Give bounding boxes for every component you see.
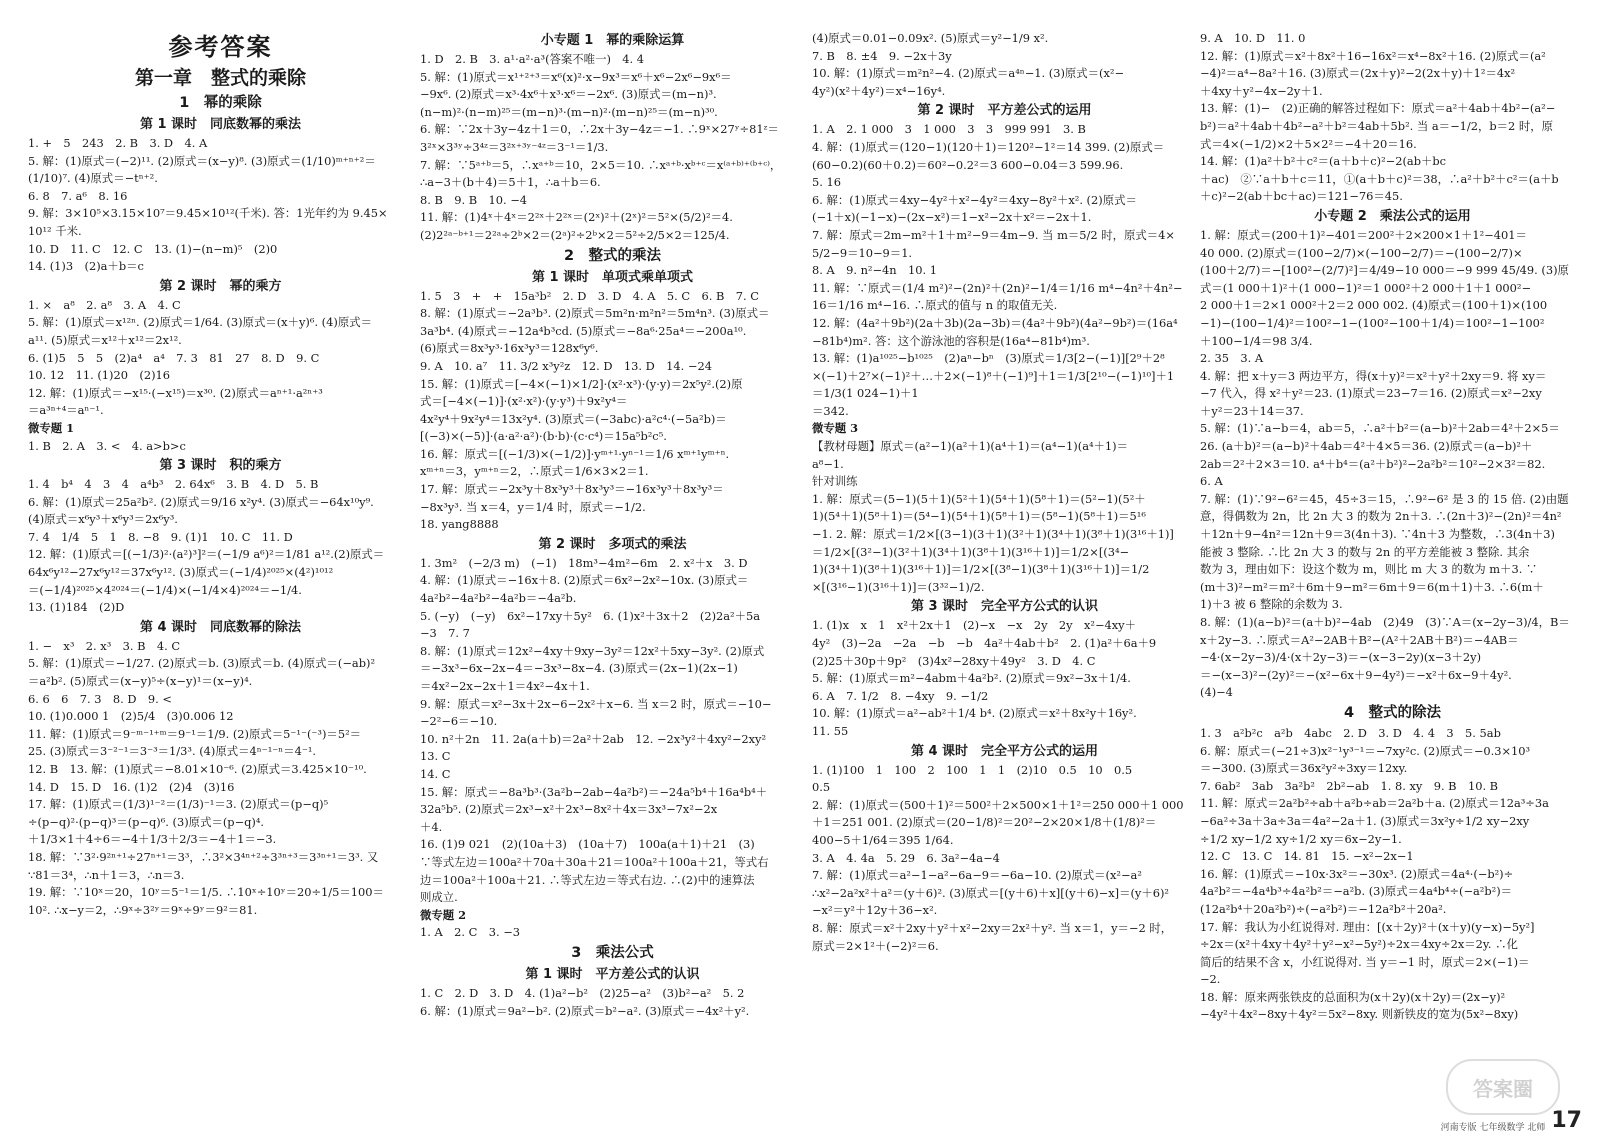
answer-line: 18. 解：原来两张铁皮的总面积为(x＋2y)(x＋2y)＝(2x−y)²	[1200, 989, 1506, 1004]
answer-line: (12a²b⁴＋20a²b²)÷(−a²b²)＝−12a²b²＋20a².	[1200, 901, 1447, 916]
answer-line: 能被 3 整除. ∴比 2n 大 3 的数与 2n 的平方差能被 3 整除. 其余	[1200, 544, 1530, 559]
answer-line: 10. 解：(1)原式＝a²−ab²＋1/4 b⁴. (2)原式＝x²＋8x²y＋16y².	[812, 706, 1137, 721]
answer-line: 14. D 15. D 16. (1)2 (2)4 (3)16	[28, 779, 235, 794]
answer-line: 边＝100a²＋100a＋21. ∴等式左边＝等式右边. ∴(2)中的速算法	[420, 872, 755, 887]
answer-line: 11. 55	[812, 723, 849, 738]
answer-line: 12. 解：(4a²＋9b²)(2a＋3b)(2a−3b)＝(4a²＋9b²)(4a²−9b²)＝(16a⁴	[812, 315, 1178, 330]
micro-topic-1-answers: 1. B 2. A 3. < 4. a>b>c	[28, 438, 186, 453]
answer-line: 6. 解：(1)原式＝4xy−4y²＋x²−4y²＝4xy−8y²＋x². (2)原式＝	[812, 192, 1137, 207]
answer-line: 3²ˣ×3³ʸ÷3⁴ᶻ＝3²ˣ⁺³ʸ⁻⁴ᶻ＝3⁻¹＝1/3.	[420, 139, 609, 154]
answer-line: 18. yang8888	[420, 517, 499, 532]
answer-line: 则成立.	[420, 890, 458, 905]
answer-line: 19. 解：∵10ˣ＝20，10ʸ＝5⁻¹＝1/5. ∴10ˣ÷10ʸ＝20÷1/5＝100＝	[28, 885, 384, 900]
answer-line: 10. 解：(1)原式＝m²n²−4. (2)原式＝a⁴ⁿ−1. (3)原式＝(x²−	[812, 66, 1125, 81]
answer-line: ÷1/2 xy−1/2 xy÷1/2 xy＝6x−2y−1.	[1200, 831, 1402, 846]
answer-line: 10. 12 11. (1)20 (2)16	[28, 368, 171, 383]
answer-line: 13. C	[420, 749, 451, 764]
answer-line: 11. 解：(1)4ˣ＋4ˣ＝2²ˣ＋2²ˣ＝(2ˣ)²＋(2ˣ)²＝5²×(5/2)²＝4.	[420, 210, 733, 225]
column-4	[1200, 30, 1585, 1125]
answer-line: (2)25＋30p＋9p² (3)4x²−28xy＋49y² 3. D 4. C	[812, 653, 1096, 668]
answer-block-topic-1	[420, 51, 805, 245]
answer-line: ＝a³ⁿ⁺⁴＝aⁿ⁻¹.	[28, 403, 104, 418]
answer-line: 10². ∴x−y＝2，∴9ˣ÷3²ʸ＝9ˣ÷9ʸ＝9²＝81.	[28, 902, 258, 917]
answer-line: 6. (1)5 5 5 (2)a⁴ a⁴ 7. 3 81 27 8. D 9. C	[28, 350, 320, 365]
answer-line: 5. 解：(1)原式＝x¹⁺²⁺³＝x⁶(x)²·x−9x³＝x⁶＋x⁶−2x⁶−9x⁶＝	[420, 69, 732, 84]
answer-line: 5. 解：(1)原式＝x¹²ⁿ. (2)原式＝1/64. (3)原式＝(x＋y)⁶. (4)原式＝	[28, 315, 372, 330]
answer-line: 式＝(1 000＋1)²＋(1 000−1)²＝1 000²＋2 000＋1＋1 000²−	[1200, 280, 1532, 295]
answer-line: 8. B 9. B 10. −4	[420, 192, 528, 207]
answer-line: a⁸−1.	[812, 456, 844, 471]
answer-block-3-2	[812, 121, 1197, 420]
answer-line: 4. 解：(1)原式＝(120−1)(120＋1)＝120²−1²＝14 399. (2)原式＝	[812, 139, 1165, 154]
answer-line: ＝1/2×[(3²−1)(3²＋1)(3⁴＋1)(3⁸＋1)(3¹⁶＋1)]＝1/2×[(3⁴−	[812, 544, 1130, 559]
answer-line: 16. 解：原式＝[(−1/3)×(−1/2)]·yᵐ⁺¹·yⁿ⁻¹＝1/6 xᵐ⁺¹yᵐ⁺ⁿ.	[420, 446, 730, 461]
answer-line: ＋c)²−2(ab＋bc＋ac)＝121−76＝45.	[1200, 189, 1403, 204]
answer-line: b²)＝a²＋4ab＋4b²−a²＋b²＝4ab＋5b². 当 a＝−1/2，b＝2 时，原	[1200, 118, 1554, 133]
answer-line: 1)＋3 被 6 整除的余数为 3.	[1200, 597, 1343, 612]
answer-line: 12. 解：(1)原式＝[(−1/3)²·(a²)³]²＝(−1/9 a⁶)²＝1/81 a¹².(2)原式＝	[28, 547, 385, 562]
answer-line: 15. 解：原式＝−8a³b³·(3a²b−2ab−4a²b²)＝−24a⁵b⁴＋16a⁴b⁴＋	[420, 784, 768, 799]
micro-topic-1-heading: 微专题 1	[28, 420, 75, 435]
answer-line: −6a²÷3a＋3a÷3a＝4a²−2a＋1. (3)原式＝3x²y÷1/2 xy−2xy	[1200, 813, 1530, 828]
answer-line: 9. 解：原式＝x²−3x＋2x−6−2x²＋x−6. 当 x＝2 时，原式＝−10−	[420, 696, 772, 711]
answer-line: 5/2−9＝10−9＝1.	[812, 245, 913, 260]
lesson-heading-3-2: 第 2 课时 平方差公式的运用	[917, 103, 1092, 119]
answer-line: 6. 解：(1)原式＝25a²b². (2)原式＝9/16 x²y⁴. (3)原式＝−64x¹⁰y⁹.	[28, 494, 374, 509]
answer-line: 14. 解：(1)a²＋b²＋c²＝(a＋b＋c)²−2(ab＋bc	[1200, 154, 1447, 169]
answer-line: 17. 解：我认为小红说得对. 理由：[(x＋2y)²＋(x＋y)(y−x)−5y²]	[1200, 919, 1535, 934]
answer-line: (4)原式＝x⁶y³＋x⁶y³＝2x⁶y³.	[28, 512, 178, 527]
answer-line: 10. n²＋2n 11. 2a(a＋b)＝2a²＋2ab 12. −2x³y²＋4xy²−2xy²	[420, 731, 767, 746]
answer-line: 7. 解：∵5ᵃ⁺ᵇ＝5，∴xᵃ⁺ᵇ＝10，2×5＝10. ∴xᵃ⁺ᵇ·xᵇ⁺ᶜ＝x⁽ᵃ⁺ᵇ⁾⁺⁽ᵇ⁺ᶜ⁾，	[420, 157, 782, 172]
answer-line: 数为 3，理由如下：设这个数为 m，则比 m 大 3 的数为 m＋3. ∵	[1200, 562, 1538, 577]
answer-line: 3. A 4. 4a 5. 29 6. 3a²−4a−4	[812, 850, 1000, 865]
answer-block-1-1	[28, 135, 413, 276]
topic-heading-2: 小专题 2 乘法公式的运用	[1314, 208, 1471, 224]
answer-line: 4y² (3)−2a −2a −b −b 4a²＋4ab＋b² 2. (1)a²＋6a＋9	[812, 636, 1157, 650]
lesson-heading-2-2: 第 2 课时 多项式的乘法	[538, 536, 687, 552]
answer-line: 10¹² 千米.	[28, 223, 82, 238]
answer-line: −2²−6＝−10.	[420, 714, 498, 729]
answer-line: 17. 解：原式＝−2x³y＋8x³y³＋8x³y³＝−16x³y³＋8x³y³＝	[420, 482, 724, 497]
answer-line: ÷(p−q)²·(p−q)³＝(p−q)⁶. (3)原式＝(p−q)⁴.	[28, 814, 265, 829]
answer-line: −7 代入，得 x²＋y²＝23. (1)原式＝23−7＝16. (2)原式＝x²−2xy	[1200, 386, 1542, 401]
answer-line: ∵等式左边＝100a²＋70a＋30a＋21＝100a²＋100a＋21，等式右	[420, 854, 769, 869]
answer-line: 6. 8 7. a⁶ 8. 16	[28, 188, 128, 203]
answer-line: 6. A	[1200, 474, 1223, 489]
answer-line: 12. 解：(1)原式＝−x¹⁵·(−x¹⁵)＝x³⁰. (2)原式＝aⁿ⁺¹·a²ⁿ⁺³	[28, 385, 323, 400]
answer-line: 1. (1)100 1 100 2 100 1 1 (2)10 0.5 10 0.5	[812, 762, 1133, 777]
answer-line: 1. + 5 243 2. B 3. D 4. A	[28, 136, 208, 150]
answer-line: 4y²)(x²＋4y²)＝x⁴−16y⁴.	[812, 83, 946, 98]
answer-line: ＝4x²−2x−2x＋1＝4x²−4x＋1.	[420, 679, 590, 693]
answer-line: 18. 解：∵3²·9²ⁿ⁺¹÷27ⁿ⁺¹＝3³，∴3²×3⁴ⁿ⁺²÷3³ⁿ⁺³＝3³ⁿ⁺¹＝3³. 又	[28, 849, 379, 864]
answer-block-3-1-continued	[812, 30, 1197, 100]
answer-line: 11. 解：(1)原式＝9⁻ᵐ⁻¹⁺ᵐ＝9⁻¹＝1/9. (2)原式＝5⁻¹⁻(⁻³)＝5²＝	[28, 726, 362, 741]
answer-line: 15. 解：(1)原式＝[−4×(−1)×1/2]·(x²·x³)·(y·y)＝2x⁵y².(2)原	[420, 376, 743, 391]
answer-line: 6. 解：(1)原式＝9a²−b². (2)原式＝b²−a². (3)原式＝−4x²＋y².	[420, 1003, 750, 1018]
lesson-heading-3-3: 第 3 课时 完全平方公式的认识	[910, 599, 1099, 615]
answer-line: 原式＝2×1²＋(−2)²＝6.	[812, 938, 939, 953]
answer-line: ×(−1)＋2⁷×(−1)²＋…＋2×(−1)⁸＋(−1)⁹]＋1＝1/3[2¹⁰−(−1)¹⁰]＋1	[812, 368, 1175, 383]
answer-line: −4)²＝a⁴−8a²＋16. (3)原式＝(2x＋y)²−2(2x＋y)＋1²＝4x²	[1200, 66, 1516, 81]
answer-line: 8. 解：(1)原式＝12x²−4xy＋9xy−3y²＝12x²＋5xy−3y². (2)原式	[420, 643, 765, 658]
answer-line: 1)(3⁴＋1)(3⁸＋1)(3¹⁶＋1)]＝1/2×[(3⁸−1)(3⁸＋1)(3¹⁶＋1)]＝1/2	[812, 562, 1150, 577]
answer-line: ＋1/3×1＋4÷6＝−4＋1/3＋2/3＝−4＋1＝−3.	[28, 832, 277, 847]
answer-line: 1)(5⁴＋1)(5⁸＋1)＝(5⁴−1)(5⁴＋1)(5⁸＋1)＝(5⁸−1)(5⁸＋1)＝5¹⁶	[812, 509, 1146, 524]
footer-text: 河南专版 七年级数学 北师	[1440, 1123, 1546, 1133]
answer-line: ＋y²＝23＋14＝37.	[1200, 403, 1304, 418]
answer-block-3-4	[812, 762, 1197, 956]
answer-line: 1. 解：原式＝(200＋1)²−401＝200²＋2×200×1＋1²−401＝	[1200, 227, 1527, 242]
answer-line: 0.5	[812, 780, 831, 795]
answer-line: 4x²y⁴＋9x²y⁴＝13x²y⁴. (3)原式＝(−3abc)·a²c⁴·(−5a²b)＝	[420, 411, 727, 426]
answer-line: 7. B 8. ±4 9. −2x＋3y	[812, 48, 952, 63]
answer-line: 32a⁵b⁵. (2)原式＝2x³−x²＋2x³−8x²＋4x＝3x³−7x²−2x	[420, 802, 718, 817]
answer-line: 12. 解：(1)原式＝x²＋8x²＋16−16x²＝x⁴−8x²＋16. (2)原式＝(a²	[1200, 48, 1546, 63]
answer-block-1-2	[28, 297, 413, 420]
answer-line: 简后的结果不含 x，小红说得对. 当 y＝−1 时，原式＝2×(−1)＝	[1200, 954, 1530, 969]
lesson-heading-3-1: 第 1 课时 平方差公式的认识	[525, 966, 700, 982]
answer-line: 11. 解：∵原式＝(1/4 m²)²−(2n)²＋(2n)²−1/4＝1/16 m⁴−4n²＋4n²−	[812, 280, 1183, 295]
section-heading-2: 2 整式的乘法	[563, 247, 662, 264]
answer-line: 13. (1)184 (2)D	[28, 600, 125, 615]
answer-line: 9. A 10. a⁷ 11. 3/2 x³y²z 12. D 13. D 14. −24	[420, 358, 712, 373]
answer-line: −4y²＋4x²−8xy＋4y²＝5x²−8xy. 则新铁皮的宽为(5x²−8xy)	[1200, 1007, 1519, 1022]
answer-line: (4)−4	[1200, 685, 1233, 700]
lesson-heading-1-1: 第 1 课时 同底数幂的乘法	[139, 117, 302, 132]
answer-line: −x²＝y²＋12y＋36−x².	[812, 903, 938, 918]
answer-line: 4. 解：(1)原式＝−16x＋8. (2)原式＝6x²−2x²−10x. (3)原式＝	[420, 573, 749, 588]
answer-line: 1. × a⁸ 2. a⁸ 3. A 4. C	[28, 297, 181, 312]
answer-line: ÷2x＝(x²＋4xy＋4y²＋y²−x²−5y²)÷2x＝4xy÷2x＝2y. ∴化	[1200, 937, 1518, 952]
answer-line: (2)2²ᵃ⁻ᵇ⁺¹＝2²ᵃ÷2ᵇ×2＝(2ᵃ)²÷2ᵇ×2＝5²÷2/5×2＝125/4.	[420, 227, 730, 242]
answer-block-1-3	[28, 476, 413, 617]
answer-line: 3a³b⁴. (4)原式＝−12a⁴b³cd. (5)原式＝−8a⁶·25a⁴＝−200a¹⁰.	[420, 323, 747, 338]
answer-line: −2.	[1200, 972, 1221, 987]
answer-line: 2 000＋1＝2×1 000²＋2＝2 000 002. (4)原式＝(100＋1)×(100	[1200, 298, 1548, 313]
answer-line: −1. 2. 解：原式＝1/2×[(3−1)(3＋1)(3²＋1)(3⁴＋1)(3⁸＋1)(3¹⁶＋1)]	[812, 527, 1174, 542]
answer-line: 16. 解：(1)原式＝−10x·3x²＝−30x³. (2)原式＝4a⁴·(−b²)÷	[1200, 866, 1514, 881]
watermark-logo: 答案圈	[1446, 1059, 1560, 1115]
answer-line: 7. 6ab² 3ab 3a²b² 2b²−ab 1. 8. xy 9. B 10. B	[1200, 778, 1499, 793]
answer-line: 9. 解：3×10⁵×3.15×10⁷＝9.45×10¹²(千米). 答：1光年约为 9.45×	[28, 206, 388, 221]
micro-topic-3-answers	[812, 438, 1197, 596]
answer-line: 5. (−y) (−y) 6x²−17xy＋5y² 6. (1)x²＋3x＋2 (2)2a²＋5a	[420, 608, 761, 623]
answer-line: 16. (1)9 021 (2)(10a＋3) (10a＋7) 100a(a＋1)＋21 (3)	[420, 837, 755, 852]
answer-line: 4. 解：把 x＋y＝3 两边平方，得(x＋y)²＝x²＋y²＋2xy＝9. 将 xy＝	[1200, 368, 1547, 383]
answer-line: 7. 解：(1)∵9²−6²＝45，45÷3＝15，∴9²−6² 是 3 的 15 倍. (2)由题	[1200, 491, 1569, 506]
answer-line: 8. 解：(1)原式＝−2a³b³. (2)原式＝5m²n·m²n²＝5m⁴n³. (3)原式＝	[420, 306, 770, 321]
answer-block-4	[1200, 725, 1585, 1024]
answer-line: 1. 4 b⁴ 4 3 4 a⁴b³ 2. 64x⁶ 3. B 4. D 5. B	[28, 477, 319, 492]
answer-line: 5. 解：(1)原式＝−1/27. (2)原式＝b. (3)原式＝b. (4)原式＝(−ab)²	[28, 656, 376, 671]
answer-block-3-1	[420, 985, 805, 1020]
answer-line: (m＋3)²−m²＝m²＋6m＋9−m²＝6m＋9＝6(m＋1)＋3. ∴6(m＋	[1200, 579, 1544, 594]
answer-line: x＋2y−3. ∴原式＝A²−2AB＋B²−(A²＋2AB＋B²)＝−4AB＝	[1200, 632, 1519, 647]
answer-line: 式＝4×(−1/2)×2＋5×2²＝−4＋20＝16.	[1200, 136, 1417, 151]
answer-line: (−1＋x)(−1−x)−(2x−x²)＝1−x²−2x＋x²＝−2x＋1.	[812, 210, 1092, 225]
answer-line: ×[(3¹⁶−1)(3¹⁶＋1)]＝(3³²−1)/2.	[812, 579, 985, 594]
answer-line: ＋4.	[420, 819, 443, 834]
answer-line: 1. − x³ 2. x³ 3. B 4. C	[28, 638, 181, 653]
lesson-heading-2-1: 第 1 课时 单项式乘单项式	[531, 269, 694, 285]
answer-line: −81b⁴)m². 答：这个游泳池的容积是(16a⁴−81b⁴)m³.	[812, 333, 1090, 348]
column-2	[420, 30, 805, 1125]
answer-line: 12. B 13. 解：(1)原式＝−8.01×10⁻⁶. (2)原式＝3.425×10⁻¹⁰.	[28, 762, 367, 776]
page-title: 参考答案	[168, 33, 273, 61]
lesson-heading-1-4: 第 4 课时 同底数幂的除法	[139, 619, 302, 635]
answer-line: 6. A 7. 1/2 8. −4xy 9. −1/2	[812, 688, 989, 703]
answer-line: 4a²b²＝−4a⁴b³÷4a²b²＝−a²b. (3)原式＝4a⁴b⁴÷(−a²b²)＝	[1200, 884, 1513, 899]
answer-line: 1. 3 a²b²c a²b 4abc 2. D 3. D 4. 4 3 5. 5ab	[1200, 725, 1501, 740]
answer-line: −9x⁶. (2)原式＝x³·4x⁶＋x³·x⁶＝−2x⁶. (3)原式＝(m−n)³.	[420, 87, 717, 102]
answer-line: ＋ac) ②∵a＋b＋c＝11，①(a＋b＋c)²＝38，∴a²＋b²＋c²＝(a＋b	[1200, 171, 1559, 186]
answer-line: ＋1＝251 001. (2)原式＝(20−1/8)²＝20²−2×20×1/8＋(1/8)²＝	[812, 815, 1157, 830]
answer-line: 25. (3)原式＝3⁻²⁻¹＝3⁻³＝1/3³. (4)原式＝4ⁿ⁻¹⁻ⁿ＝4⁻¹.	[28, 744, 317, 759]
answer-line: ＝−(x−3)²−(2y)²＝−(x²−6x＋9−4y²)＝−x²＋6x−9＋4y².	[1200, 667, 1512, 682]
chapter-heading: 第一章 整式的乘除	[134, 67, 306, 89]
answer-line: 12. C 13. C 14. 81 15. −x²−2x−1	[1200, 849, 1414, 864]
answer-line: −4·(x−2y−3)/4·(x＋2y−3)＝−(x−3−2y)(x−3＋2y)	[1200, 650, 1482, 665]
answer-line: ＋12n＋9−4n²＝12n＋9＝3(4n＋3). ∵4n＋3 为整数，∴3(4n＋3)	[1200, 527, 1555, 542]
answer-line: 8. 解：(1)(a−b)²＝(a＋b)²−4ab (2)49 (3)∵A＝(x−2y−3)/4，B＝	[1200, 615, 1570, 629]
answer-line: 10. D 11. C 12. C 13. (1)−(n−m)⁵ (2)0	[28, 241, 278, 256]
answer-line: 6. 6 6 7. 3 8. D 9. <	[28, 691, 172, 706]
column-3	[812, 30, 1197, 1125]
answer-line: 1. 5 3 + + 15a³b² 2. D 3. D 4. A 5. C 6. B 7. C	[420, 288, 759, 303]
lesson-heading-1-3: 第 3 课时 积的乘方	[159, 458, 282, 474]
answer-line: (6)原式＝8x³y³·16x³y³＝128x⁶y⁶.	[420, 341, 599, 356]
column-1	[28, 30, 413, 1125]
answer-line: 40 000. (2)原式＝(100−2/7)×(−100−2/7)＝−(100−2/7)×	[1200, 245, 1523, 260]
page-number: 17	[1551, 1108, 1582, 1133]
answer-line: ＋4xy＋y²−4x−2y＋1.	[1200, 83, 1323, 98]
answer-line: 1. A 2. 1 000 3 1 000 3 3 999 991 3. B	[812, 122, 1086, 137]
answer-line: 【教材母题】原式＝(a²−1)(a²＋1)(a⁴＋1)＝(a⁴−1)(a⁴＋1)＝	[812, 439, 1129, 454]
answer-line: ＋100−1/4＝98 3/4.	[1200, 333, 1313, 348]
answer-line: ＝−300. (3)原式＝36x²y²÷3xy＝12xy.	[1200, 761, 1408, 776]
answer-line: ∵81＝3⁴，∴n＋1＝3，∴n＝3.	[28, 867, 185, 882]
answer-line: 7. 解：(1)原式＝a²−1−a²−6a−9＝−6a−10. (2)原式＝(x²−a²	[812, 868, 1142, 883]
micro-topic-2-heading: 微专题 2	[420, 907, 467, 922]
answer-line: ＝342.	[812, 403, 849, 418]
answer-line: (60−0.2)(60＋0.2)＝60²−0.2²＝3 600−0.04＝3 599.96.	[812, 157, 1124, 172]
answer-line: 5. 16	[812, 175, 841, 190]
section-heading-4: 4 整式的除法	[1343, 704, 1442, 721]
answer-line: ＝(−1/4)²⁰²⁵×4²⁰²⁴＝(−1/4)×(−1/4×4)²⁰²⁴＝−1/4.	[28, 582, 302, 597]
answer-line: 10. (1)0.000 1 (2)5/4 (3)0.006 12	[28, 709, 234, 724]
answer-line: 8. 解：原式＝x²＋2xy＋y²＋x²−2xy＝2x²＋y². 当 x＝1，y＝−2 时，	[812, 920, 1173, 935]
answer-line: 2ab＝2²＋2×3＝10. a⁴＋b⁴＝(a²＋b²)²−2a²b²＝10²−2×3²＝82.	[1200, 456, 1546, 471]
micro-topic-2-answers: 1. A 2. C 3. −3	[420, 925, 520, 940]
answer-line: ＝−3x³−6x−2x−4＝−3x³−8x−4. (3)原式＝(2x−1)(2x−1)	[420, 661, 738, 676]
answer-line: xᵐ⁺ⁿ＝3，yᵐ⁺ⁿ＝2，∴原式＝1/6×3×2＝1.	[420, 464, 649, 479]
answer-line: 1. D 2. B 3. a¹·a²·a³(答案不唯一) 4. 4	[420, 52, 645, 66]
answer-line: 针对训练	[812, 474, 858, 489]
answer-line: (n−m)²·(n−m)²⁵＝(m−n)³·(m−n)²·(m−n)²⁵＝(m−n)³⁰.	[420, 104, 718, 119]
answer-line: ＝a²b². (5)原式＝(x−y)⁵÷(x−y)¹＝(x−y)⁴.	[28, 674, 253, 689]
answer-line: 13. 解：(1)− (2)正确的解答过程如下：原式＝a²＋4ab＋4b²−(a²−	[1200, 101, 1556, 116]
answer-line: 6. 解：∵2x＋3y−4z＋1＝0，∴2x＋3y−4z＝−1. ∴9ˣ×27ʸ÷81ᶻ＝	[420, 122, 779, 137]
answer-line: a¹¹. (5)原式＝x¹²＋x¹²＝2x¹².	[28, 332, 182, 347]
answer-line: 5. 解：(1)∵a−b＝4，ab＝5，∴a²＋b²＝(a−b)²＋2ab＝4²＋2×5＝	[1200, 421, 1560, 436]
answer-line: (4)原式＝0.01−0.09x². (5)原式＝y²−1/9 x².	[812, 31, 1049, 45]
section-heading-3: 3 乘法公式	[571, 944, 654, 961]
answer-line: −1)−(100−1/4)²＝100²−1−(100²−100＋1/4)＝100²−1−100²	[1200, 315, 1545, 330]
answer-line: (100＋2/7)＝−[100²−(2/7)²]＝4/49−10 000＝−9 999 45/49. (3)原	[1200, 263, 1569, 278]
answer-line: 1. (1)x x 1 x²＋2x＋1 (2)−x −x 2y 2y x²−4xy＋	[812, 618, 1136, 633]
answer-line: 2. 解：(1)原式＝(500＋1)²＝500²＋2×500×1＋1²＝250 000＋1 000	[812, 797, 1184, 812]
answer-block-1-4	[28, 638, 413, 920]
answer-line: 8. A 9. n²−4n 10. 1	[812, 263, 937, 278]
answer-block-2-1	[420, 288, 805, 534]
answer-line: 400−5＋1/64＝395 1/64.	[812, 832, 954, 847]
answer-line: (1/10)⁷. (4)原式＝−tⁿ⁺².	[28, 171, 158, 186]
answer-line: ＝1/3(1 024−1)＋1	[812, 386, 919, 401]
answer-line: 1. 解：原式＝(5−1)(5＋1)(5²＋1)(5⁴＋1)(5⁸＋1)＝(5²−1)(5²＋	[812, 491, 1146, 506]
answer-line: 5. 解：(1)原式＝m²−4abm＋4a²b². (2)原式＝9x²−3x＋1/4.	[812, 671, 1131, 686]
answer-block-topic-2	[1200, 227, 1585, 702]
lesson-heading-3-4: 第 4 课时 完全平方公式的运用	[910, 743, 1099, 759]
answer-line: 26. (a＋b)²＝(a−b)²＋4ab＝4²＋4×5＝36. (2)原式＝(a−b)²＋	[1200, 439, 1533, 454]
answer-line: 1. 3m² (−2/3 m) (−1) 18m³−4m²−6m 2. x²＋x 3. D	[420, 555, 748, 570]
answer-block-3-4-continued	[1200, 30, 1585, 206]
answer-line: 14. (1)3 (2)a＋b＝c	[28, 259, 144, 274]
answer-line: 16＝1/16 m⁴−16. ∴原式的值与 n 的取值无关.	[812, 298, 1058, 313]
answer-line: 5. 解：(1)原式＝(−2)¹¹. (2)原式＝(x−y)⁸. (3)原式＝(1/10)ᵐ⁺ⁿ⁺²＝	[28, 153, 376, 168]
answer-line: 17. 解：(1)原式＝(1/3)¹⁻²＝(1/3)⁻¹＝3. (2)原式＝(p−q)⁵	[28, 797, 329, 812]
answer-line: −8x³y³. 当 x＝4，y＝1/4 时，原式＝−1/2.	[420, 499, 646, 514]
answer-line: 11. 解：原式＝2a²b²÷ab＋a²b÷ab＝2a²b＋a. (2)原式＝12a³÷3a	[1200, 796, 1549, 811]
answer-line: 9. A 10. D 11. 0	[1200, 31, 1306, 45]
answer-line: ∴a−3＋(b＋4)＝5＋1，∴a＋b＝6.	[420, 175, 601, 190]
answer-block-2-2	[420, 555, 805, 907]
answer-line: 6. 解：原式＝(−21÷3)x²⁻¹y³⁻¹＝−7xy²c. (2)原式＝−0.3×10³	[1200, 743, 1531, 758]
topic-heading-1: 小专题 1 幂的乘除运算	[540, 33, 685, 48]
answer-line: ∴x²−2a²x²＋a²＝(y＋6)². (3)原式＝[(y＋6)＋x][(y＋6)−x]＝(y＋6)²	[812, 885, 1169, 900]
answer-line: 64x⁶y¹²−27x⁶y¹²＝37x⁶y¹². (3)原式＝(−1/4)²⁰²⁵×(4²)¹⁰¹²	[28, 565, 334, 580]
answer-line: 14. C	[420, 766, 451, 781]
answer-line: 4a²b²−4a²b²−4a²b＝−4a²b.	[420, 591, 577, 606]
answer-line: 1. C 2. D 3. D 4. (1)a²−b² (2)25−a² (3)b²−a² 5. 2	[420, 985, 745, 1000]
answer-line: 7. 4 1/4 5 1 8. −8 9. (1)1 10. C 11. D	[28, 529, 293, 544]
answer-line: 7. 解：原式＝2m−m²＋1＋m²−9＝4m−9. 当 m＝5/2 时，原式＝4×	[812, 227, 1175, 242]
answer-line: 2. 35 3. A	[1200, 351, 1264, 366]
answer-block-3-3	[812, 617, 1197, 740]
micro-topic-3-heading: 微专题 3	[812, 421, 859, 436]
section-heading-1: 1 幂的乘除	[179, 95, 262, 111]
lesson-heading-1-2: 第 2 课时 幂的乘方	[159, 278, 282, 294]
page-footer	[1441, 1108, 1582, 1133]
answer-line: −3 7. 7	[420, 626, 470, 641]
answer-line: 意，得偶数为 2n，比 2n 大 3 的数为 2n＋3. ∴(2n＋3)²−(2n)²＝4n²	[1200, 509, 1562, 524]
answer-line: 13. 解：(1)a¹⁰²⁵−b¹⁰²⁵ (2)aⁿ−bⁿ (3)原式＝1/3[2−(−1)][2⁹＋2⁸	[812, 351, 1165, 366]
answer-line: [(−3)×(−5)]·(a·a²·a²)·(b·b)·(c·c⁴)＝15a⁵b²c⁵.	[420, 429, 667, 444]
answer-line: 式＝[−4×(−1)]·(x²·x²)·(y·y³)＋9x²y⁴＝	[420, 394, 628, 409]
